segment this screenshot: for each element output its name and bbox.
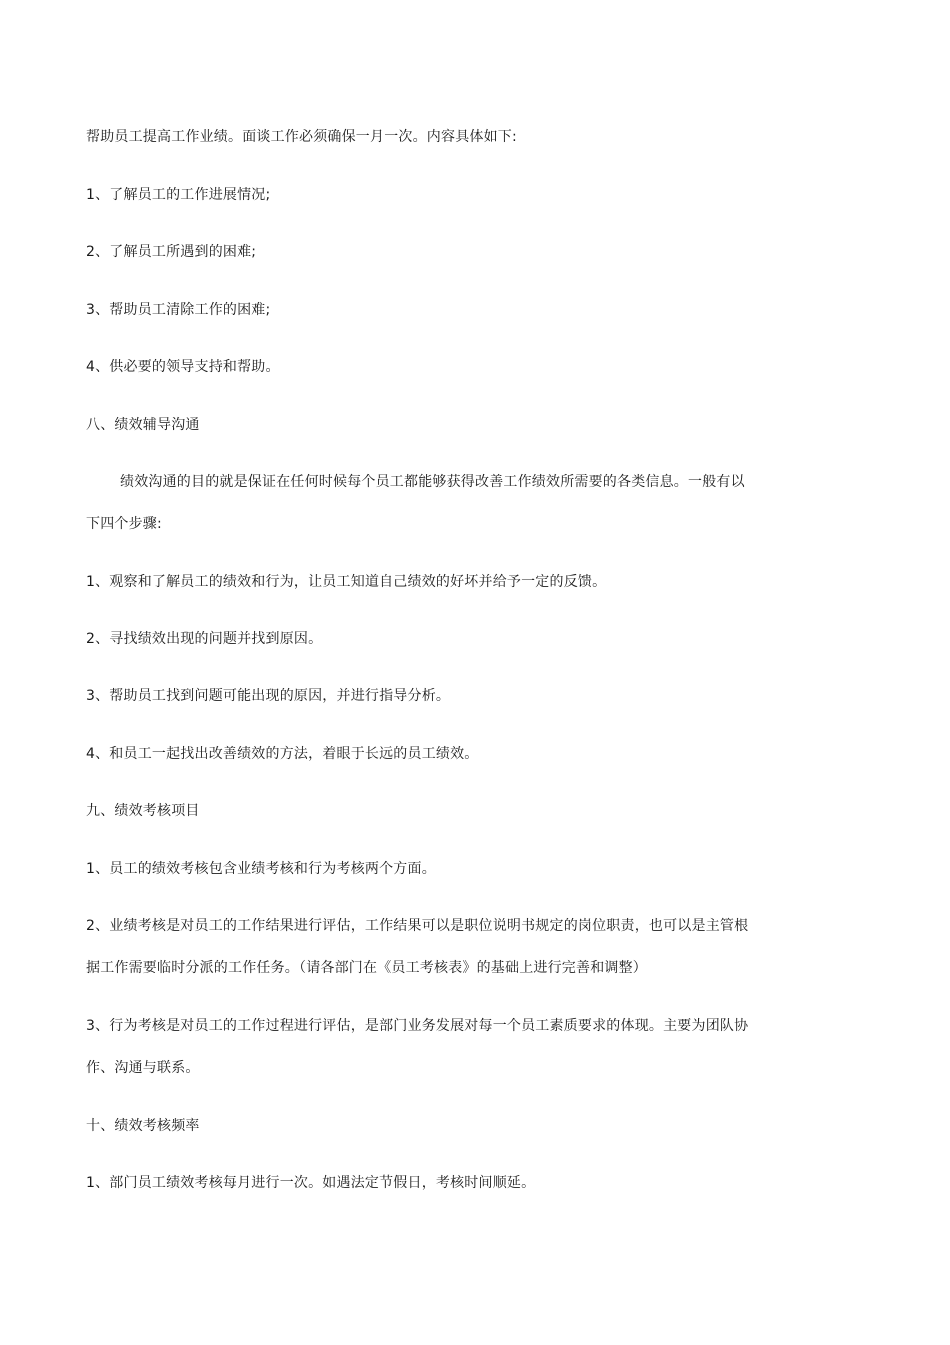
paragraph-communication-cont: 下四个步骤: <box>86 516 162 532</box>
list-item: 1、部门员工绩效考核每月进行一次。如遇法定节假日，考核时间顺延。 <box>86 1175 536 1191</box>
list-item: 1、观察和了解员工的绩效和行为，让员工知道自己绩效的好坏并给予一定的反馈。 <box>86 574 607 590</box>
list-item: 1、员工的绩效考核包含业绩考核和行为考核两个方面。 <box>86 861 436 877</box>
list-item: 3、行为考核是对员工的工作过程进行评估，是部门业务发展对每一个员工素质要求的体现。主要为团队协 <box>86 1018 749 1034</box>
list-item: 1、了解员工的工作进展情况; <box>86 187 271 203</box>
list-item: 4、供必要的领导支持和帮助。 <box>86 359 280 375</box>
section-heading-10: 十、绩效考核频率 <box>86 1118 200 1134</box>
list-item-cont: 据工作需要临时分派的工作任务。（请各部门在《员工考核表》的基础上进行完善和调整） <box>86 960 647 976</box>
list-item: 3、帮助员工找到问题可能出现的原因，并进行指导分析。 <box>86 688 451 704</box>
list-item: 3、帮助员工清除工作的困难; <box>86 302 271 318</box>
list-item: 4、和员工一起找出改善绩效的方法，着眼于长远的员工绩效。 <box>86 746 479 762</box>
list-item: 2、寻找绩效出现的问题并找到原因。 <box>86 631 323 647</box>
section-heading-9: 九、绩效考核项目 <box>86 803 200 819</box>
list-item: 2、了解员工所遇到的困难; <box>86 244 257 260</box>
paragraph-communication: 绩效沟通的目的就是保证在任何时候每个员工都能够获得改善工作绩效所需要的各类信息。一般有以 <box>120 474 745 490</box>
section-heading-8: 八、绩效辅导沟通 <box>86 417 200 433</box>
list-item-cont: 作、沟通与联系。 <box>86 1060 200 1076</box>
list-item: 2、业绩考核是对员工的工作结果进行评估，工作结果可以是职位说明书规定的岗位职责，也可以是主管根 <box>86 918 749 934</box>
paragraph-intro: 帮助员工提高工作业绩。面谈工作必须确保一月一次。内容具体如下: <box>86 129 517 145</box>
